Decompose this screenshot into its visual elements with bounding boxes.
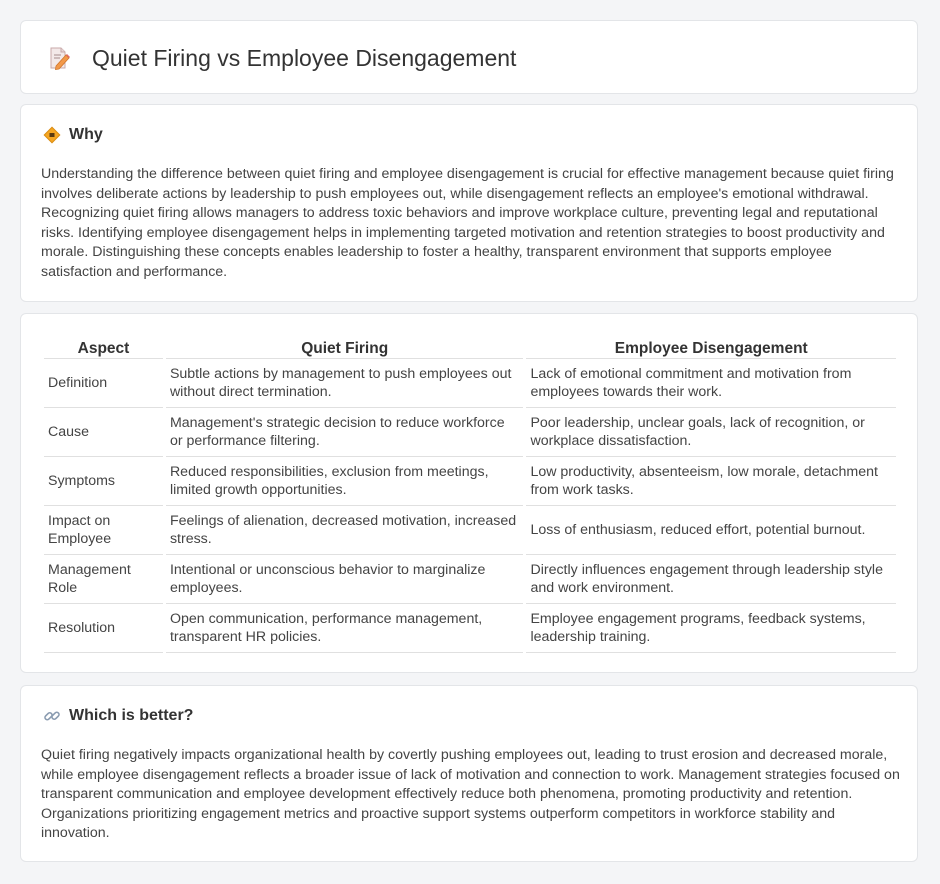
disengagement-cell: Lack of emotional commitment and motivation from employees towards their work.: [526, 359, 896, 408]
aspect-cell: Symptoms: [44, 457, 163, 506]
disengagement-cell: Directly influences engagement through leadership style and work environment.: [526, 555, 896, 604]
quiet-firing-cell: Reduced responsibilities, exclusion from meetings, limited growth opportunities.: [166, 457, 524, 506]
page-title: Quiet Firing vs Employee Disengagement: [92, 45, 517, 71]
quiet-firing-cell: Subtle actions by management to push employees out without direct termination.: [166, 359, 524, 408]
quiet-firing-cell: Feelings of alienation, decreased motivation, increased stress.: [166, 506, 524, 555]
document-pencil-icon: [47, 46, 71, 70]
header-quiet-firing: Quiet Firing: [166, 334, 524, 359]
aspect-cell: Resolution: [44, 604, 163, 653]
why-text: Understanding the difference between quiet firing and employee disengagement is crucial for effective management because quiet firing involves deliberate actions by leadership to push employees out, while disengagement reflects an employee's emotional withdrawal. Recognizing quiet firing allows managers to address toxic behaviors and improve workplace culture, preventing legal and reputational risks. Identifying employee disengagement helps in implementing targeted motivation and retention strategies to boost productivity and morale. Distinguishing these concepts enables leadership to foster a healthy, transparent environment that supports employee satisfaction and performance.: [41, 166, 894, 280]
table-row: [44, 555, 896, 604]
header-aspect: Aspect: [44, 334, 163, 359]
header-card: [20, 20, 918, 94]
table-row: [44, 408, 896, 457]
table-row: [44, 506, 896, 555]
link-icon: [43, 707, 61, 725]
aspect-cell: Management Role: [44, 555, 163, 604]
aspect-cell: Impact on Employee: [44, 506, 163, 555]
table-row: [44, 359, 896, 408]
which-is-better-section: [20, 685, 918, 862]
disengagement-cell: Employee engagement programs, feedback systems, leadership training.: [526, 604, 896, 653]
better-text: Quiet firing negatively impacts organizational health by covertly pushing employees out, leading to trust erosion and decreased morale, while employee disengagement reflects a broader issue of lack of motivation and connection to work. Management strategies focused on transparent communication and employee development effectively reduce both phenomena, promoting productivity and retention. Organizations prioritizing engagement metrics and proactive support systems outperform competitors in workforce stability and innovation.: [41, 747, 900, 841]
table-header-row: [44, 334, 896, 359]
warning-sign-icon: [43, 126, 61, 144]
disengagement-cell: Low productivity, absenteeism, low morale, detachment from work tasks.: [526, 457, 896, 506]
aspect-cell: Definition: [44, 359, 163, 408]
why-section: [20, 104, 918, 302]
aspect-cell: Cause: [44, 408, 163, 457]
comparison-table: [41, 334, 899, 653]
better-title: Which is better?: [69, 707, 194, 724]
why-title: Why: [69, 126, 103, 143]
header-employee-disengagement: Employee Disengagement: [526, 334, 896, 359]
table-row: [44, 604, 896, 653]
comparison-table-card: [20, 313, 918, 673]
table-row: [44, 457, 896, 506]
disengagement-cell: Loss of enthusiasm, reduced effort, potential burnout.: [526, 506, 896, 555]
quiet-firing-cell: Intentional or unconscious behavior to marginalize employees.: [166, 555, 524, 604]
quiet-firing-cell: Management's strategic decision to reduce workforce or performance filtering.: [166, 408, 524, 457]
disengagement-cell: Poor leadership, unclear goals, lack of recognition, or workplace dissatisfaction.: [526, 408, 896, 457]
quiet-firing-cell: Open communication, performance management, transparent HR policies.: [166, 604, 524, 653]
